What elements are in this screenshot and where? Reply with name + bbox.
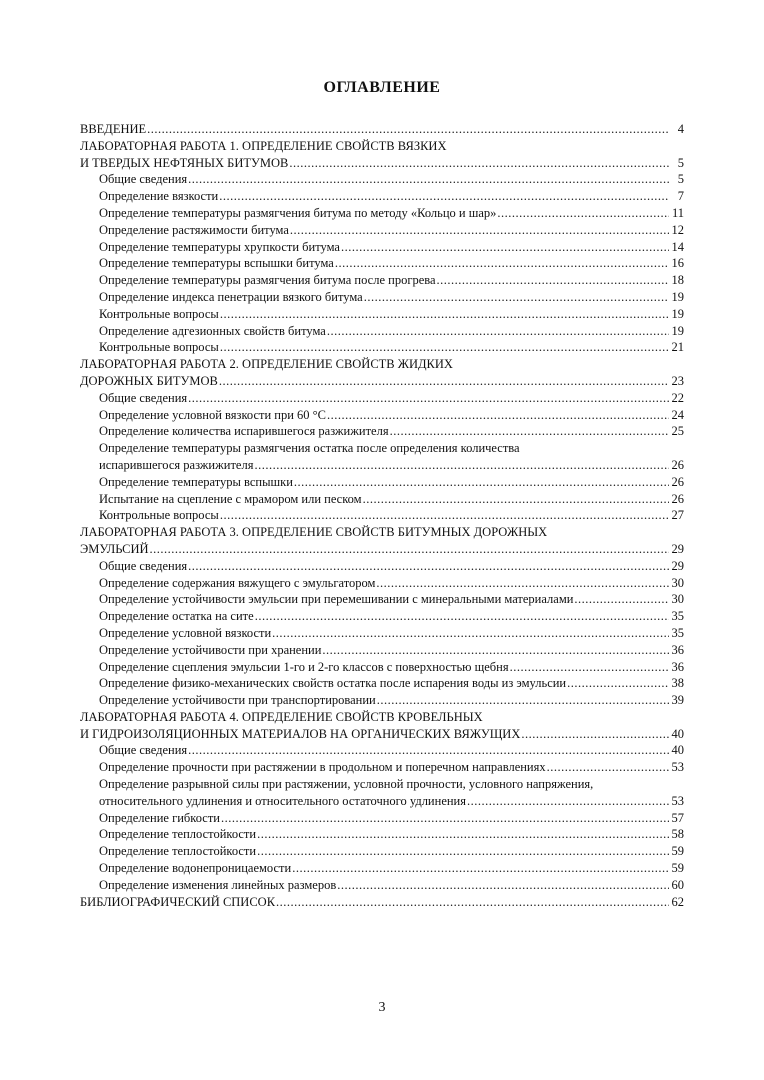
- toc-entry-title: ВВЕДЕНИЕ: [80, 122, 147, 136]
- dot-leader: [547, 759, 669, 776]
- toc-subsection-entry[interactable]: [80, 239, 684, 256]
- toc-subsection-entry[interactable]: [80, 423, 684, 440]
- dot-leader: [219, 188, 669, 205]
- toc-entry-title: Определение температуры размягчения битума по методу «Кольцо и шар»: [99, 205, 497, 220]
- toc-subsection-entry[interactable]: [80, 843, 684, 860]
- toc-subsection-entry[interactable]: [80, 491, 684, 508]
- toc-section-entry[interactable]: [80, 356, 684, 390]
- toc-entry-title: Контрольные вопросы: [99, 340, 219, 355]
- toc-entry-page: 36: [671, 642, 684, 657]
- dot-leader: [257, 843, 669, 860]
- dot-leader: [290, 222, 669, 239]
- toc-subsection-entry[interactable]: [80, 575, 684, 592]
- toc-entry-page: 25: [671, 424, 684, 439]
- toc-entry-title: Общие сведения: [99, 172, 188, 187]
- toc-entry-title: Определение условной вязкости при 60 °С: [99, 407, 327, 422]
- dot-leader: [390, 423, 669, 440]
- toc-entry-page: 30: [671, 575, 684, 590]
- toc-entry-page: 24: [671, 407, 684, 422]
- toc-entry-title: ЭМУЛЬСИЙ: [80, 541, 149, 556]
- toc-entry-page: 14: [671, 239, 684, 254]
- dot-leader: [220, 339, 669, 356]
- toc-entry-page: 60: [671, 877, 684, 892]
- toc-section-entry[interactable]: [80, 894, 684, 911]
- toc-entry-page: 22: [671, 390, 684, 405]
- toc-subsection-entry[interactable]: [80, 272, 684, 289]
- dot-leader: [364, 289, 669, 306]
- toc-subsection-entry[interactable]: [80, 507, 684, 524]
- toc-subsection-entry[interactable]: [80, 860, 684, 877]
- toc-subsection-entry[interactable]: [80, 776, 684, 810]
- toc-subsection-entry[interactable]: [80, 306, 684, 323]
- toc-entry-title: Определение растяжимости битума: [99, 222, 289, 237]
- dot-leader: [188, 742, 669, 759]
- toc-entry-page: 11: [671, 205, 684, 220]
- toc-entry-page: 5: [677, 155, 684, 170]
- toc-entry-title: Определение изменения линейных размеров: [99, 877, 337, 892]
- toc-entry-page: 53: [671, 793, 684, 808]
- toc-entry-title: испарившегося разжижителя: [99, 457, 254, 472]
- toc-entry-title: Общие сведения: [99, 390, 188, 405]
- toc-section-entry[interactable]: [80, 524, 684, 558]
- toc-entry-title: Определение температуры вспышки: [99, 474, 293, 489]
- toc-entry-page: 26: [671, 457, 684, 472]
- dot-leader: [322, 642, 669, 659]
- dot-leader: [377, 692, 669, 709]
- toc-subsection-entry[interactable]: [80, 826, 684, 843]
- dot-leader: [188, 171, 669, 188]
- toc-entry-title: Определение температуры хрупкости битума: [99, 239, 340, 254]
- toc-entry-page: 39: [671, 693, 684, 708]
- toc-entry-page: 29: [671, 558, 684, 573]
- dot-leader: [272, 625, 669, 642]
- toc-entry-title: Определение устойчивости при транспортировании: [99, 693, 376, 708]
- dot-leader: [567, 675, 669, 692]
- toc-entry-page: 21: [671, 340, 684, 355]
- toc-entry-title: БИБЛИОГРАФИЧЕСКИЙ СПИСОК: [80, 894, 276, 909]
- toc-entry-title: Общие сведения: [99, 743, 188, 758]
- dot-leader: [220, 306, 669, 323]
- toc-entry-title-line: Определение разрывной силы при растяжении, условной прочности, условного напряжения,: [99, 777, 594, 792]
- toc-entry-title: Определение гибкости: [99, 810, 220, 825]
- toc-section-entry[interactable]: [80, 138, 684, 172]
- toc-subsection-entry[interactable]: [80, 407, 684, 424]
- toc-entry-title: Контрольные вопросы: [99, 508, 219, 523]
- toc-entry-title: Определение адгезионных свойств битума: [99, 323, 326, 338]
- toc-subsection-entry[interactable]: [80, 222, 684, 239]
- toc-entry-page: 58: [671, 827, 684, 842]
- dot-leader: [335, 255, 669, 272]
- toc-subsection-entry[interactable]: [80, 675, 684, 692]
- toc-subsection-entry[interactable]: [80, 289, 684, 306]
- toc-entry-title: относительного удлинения и относительного остаточного удлинения: [99, 793, 466, 808]
- toc-entry-title: Определение водонепроницаемости: [99, 861, 292, 876]
- toc-entry-page: 27: [671, 508, 684, 523]
- toc-entry-page: 19: [671, 289, 684, 304]
- toc-entry-page: 7: [677, 189, 684, 204]
- toc-entry-page: 23: [671, 373, 684, 388]
- toc-entry-title: Определение физико-механических свойств остатка после испарения воды из эмульсии: [99, 676, 567, 691]
- toc-section-entry[interactable]: [80, 121, 684, 138]
- toc-entry-title-line: ЛАБОРАТОРНАЯ РАБОТА 4. ОПРЕДЕЛЕНИЕ СВОЙСТВ КРОВЕЛЬНЫХ: [80, 709, 483, 724]
- toc-entry-page: 62: [671, 894, 684, 909]
- toc-subsection-entry[interactable]: [80, 591, 684, 608]
- dot-leader: [497, 205, 669, 222]
- toc-entry-page: 35: [671, 609, 684, 624]
- toc-entry-title: Определение прочности при растяжении в продольном и поперечном направлениях: [99, 760, 546, 775]
- dot-leader: [376, 575, 669, 592]
- dot-leader: [574, 591, 669, 608]
- dot-leader: [255, 608, 669, 625]
- toc-entry-title-line: ЛАБОРАТОРНАЯ РАБОТА 3. ОПРЕДЕЛЕНИЕ СВОЙСТВ БИТУМНЫХ ДОРОЖНЫХ: [80, 525, 548, 540]
- dot-leader: [219, 373, 669, 390]
- toc-subsection-entry[interactable]: [80, 171, 684, 188]
- toc-subsection-entry[interactable]: [80, 339, 684, 356]
- dot-leader: [521, 726, 669, 743]
- toc-entry-page: 18: [671, 273, 684, 288]
- toc-subsection-entry[interactable]: [80, 440, 684, 474]
- toc-entry-title: Определение индекса пенетрации вязкого битума: [99, 289, 363, 304]
- toc-entry-page: 12: [671, 222, 684, 237]
- toc-subsection-entry[interactable]: [80, 474, 684, 491]
- dot-leader: [188, 390, 669, 407]
- toc-entry-title: Контрольные вопросы: [99, 306, 219, 321]
- dot-leader: [147, 121, 669, 138]
- toc-entry-title-line: Определение температуры размягчения остатка после определения количества: [99, 441, 520, 456]
- toc-entry-title: И ГИДРОИЗОЛЯЦИОННЫХ МАТЕРИАЛОВ НА ОРГАНИЧЕСКИХ ВЯЖУЩИХ: [80, 726, 521, 741]
- toc-entry-title: И ТВЕРДЫХ НЕФТЯНЫХ БИТУМОВ: [80, 155, 289, 170]
- toc-entry-page: 35: [671, 625, 684, 640]
- toc-entry-title: Определение сцепления эмульсии 1-го и 2-го классов с поверхностью щебня: [99, 659, 509, 674]
- toc-entry-page: 53: [671, 760, 684, 775]
- toc-entry-page: 19: [671, 323, 684, 338]
- toc-entry-page: 38: [671, 676, 684, 691]
- toc-subsection-entry[interactable]: [80, 255, 684, 272]
- dot-leader: [257, 826, 669, 843]
- dot-leader: [437, 272, 669, 289]
- toc-subsection-entry[interactable]: [80, 742, 684, 759]
- dot-leader: [254, 457, 669, 474]
- toc-entry-page: 59: [671, 861, 684, 876]
- toc-entry-page: 19: [671, 306, 684, 321]
- dot-leader: [341, 239, 669, 256]
- toc-subsection-entry[interactable]: [80, 205, 684, 222]
- toc-entry-page: 16: [671, 256, 684, 271]
- dot-leader: [327, 407, 669, 424]
- toc-subsection-entry[interactable]: [80, 625, 684, 642]
- toc-subsection-entry[interactable]: [80, 390, 684, 407]
- toc-entry-title: Определение устойчивости при хранении: [99, 642, 322, 657]
- toc-subsection-entry[interactable]: [80, 188, 684, 205]
- toc-entry-title-line: ЛАБОРАТОРНАЯ РАБОТА 2. ОПРЕДЕЛЕНИЕ СВОЙСТВ ЖИДКИХ: [80, 357, 453, 372]
- toc-entry-title: Определение устойчивости эмульсии при перемешивании с минеральными материалами: [99, 592, 574, 607]
- toc-entry-title: Определение температуры вспышки битума: [99, 256, 334, 271]
- toc-subsection-entry[interactable]: [80, 810, 684, 827]
- dot-leader: [292, 860, 669, 877]
- dot-leader: [221, 810, 669, 827]
- dot-leader: [220, 507, 669, 524]
- toc-entry-page: 40: [671, 726, 684, 741]
- toc-entry-title: Определение количества испарившегося разжижителя: [99, 424, 389, 439]
- toc-subsection-entry[interactable]: [80, 558, 684, 575]
- toc-section-entry[interactable]: [80, 709, 684, 743]
- toc-subsection-entry[interactable]: [80, 759, 684, 776]
- dot-leader: [363, 491, 669, 508]
- toc-entry-page: 4: [677, 122, 684, 136]
- page-number: 3: [378, 1000, 386, 1015]
- toc-entry-page: 36: [671, 659, 684, 674]
- dot-leader: [188, 558, 669, 575]
- toc-entry-page: 57: [671, 810, 684, 825]
- table-of-contents: [80, 121, 684, 910]
- toc-entry-page: 5: [677, 172, 684, 187]
- toc-subsection-entry[interactable]: [80, 877, 684, 894]
- toc-entry-title: Определение теплостойкости: [99, 827, 257, 842]
- toc-entry-title: Определение температуры размягчения битума после прогрева: [99, 273, 436, 288]
- dot-leader: [276, 894, 669, 911]
- toc-subsection-entry[interactable]: [80, 323, 684, 340]
- toc-entry-title: Общие сведения: [99, 558, 188, 573]
- dot-leader: [294, 474, 669, 491]
- toc-entry-title: Испытание на сцепление с мрамором или песком: [99, 491, 362, 506]
- toc-subsection-entry[interactable]: [80, 608, 684, 625]
- toc-subsection-entry[interactable]: [80, 692, 684, 709]
- dot-leader: [150, 541, 669, 558]
- toc-entry-page: 59: [671, 844, 684, 859]
- toc-entry-page: 29: [671, 541, 684, 556]
- dot-leader: [510, 659, 669, 676]
- dot-leader: [327, 323, 669, 340]
- page-title: ОГЛАВЛЕНИЕ: [323, 79, 441, 96]
- dot-leader: [337, 877, 669, 894]
- toc-entry-page: 26: [671, 474, 684, 489]
- dot-leader: [289, 155, 669, 172]
- toc-entry-title: ДОРОЖНЫХ БИТУМОВ: [80, 373, 218, 388]
- toc-subsection-entry[interactable]: [80, 659, 684, 676]
- toc-entry-page: 40: [671, 743, 684, 758]
- toc-entry-title: Определение условной вязкости: [99, 625, 272, 640]
- toc-subsection-entry[interactable]: [80, 642, 684, 659]
- toc-entry-title: Определение содержания вяжущего с эмульгатором: [99, 575, 376, 590]
- toc-entry-title: Определение остатка на сите: [99, 609, 254, 624]
- toc-entry-title-line: ЛАБОРАТОРНАЯ РАБОТА 1. ОПРЕДЕЛЕНИЕ СВОЙСТВ ВЯЗКИХ: [80, 138, 447, 153]
- dot-leader: [467, 793, 669, 810]
- toc-entry-title: Определение теплостойкости: [99, 844, 257, 859]
- toc-entry-page: 30: [671, 592, 684, 607]
- toc-entry-page: 26: [671, 491, 684, 506]
- toc-entry-title: Определение вязкости: [99, 189, 219, 204]
